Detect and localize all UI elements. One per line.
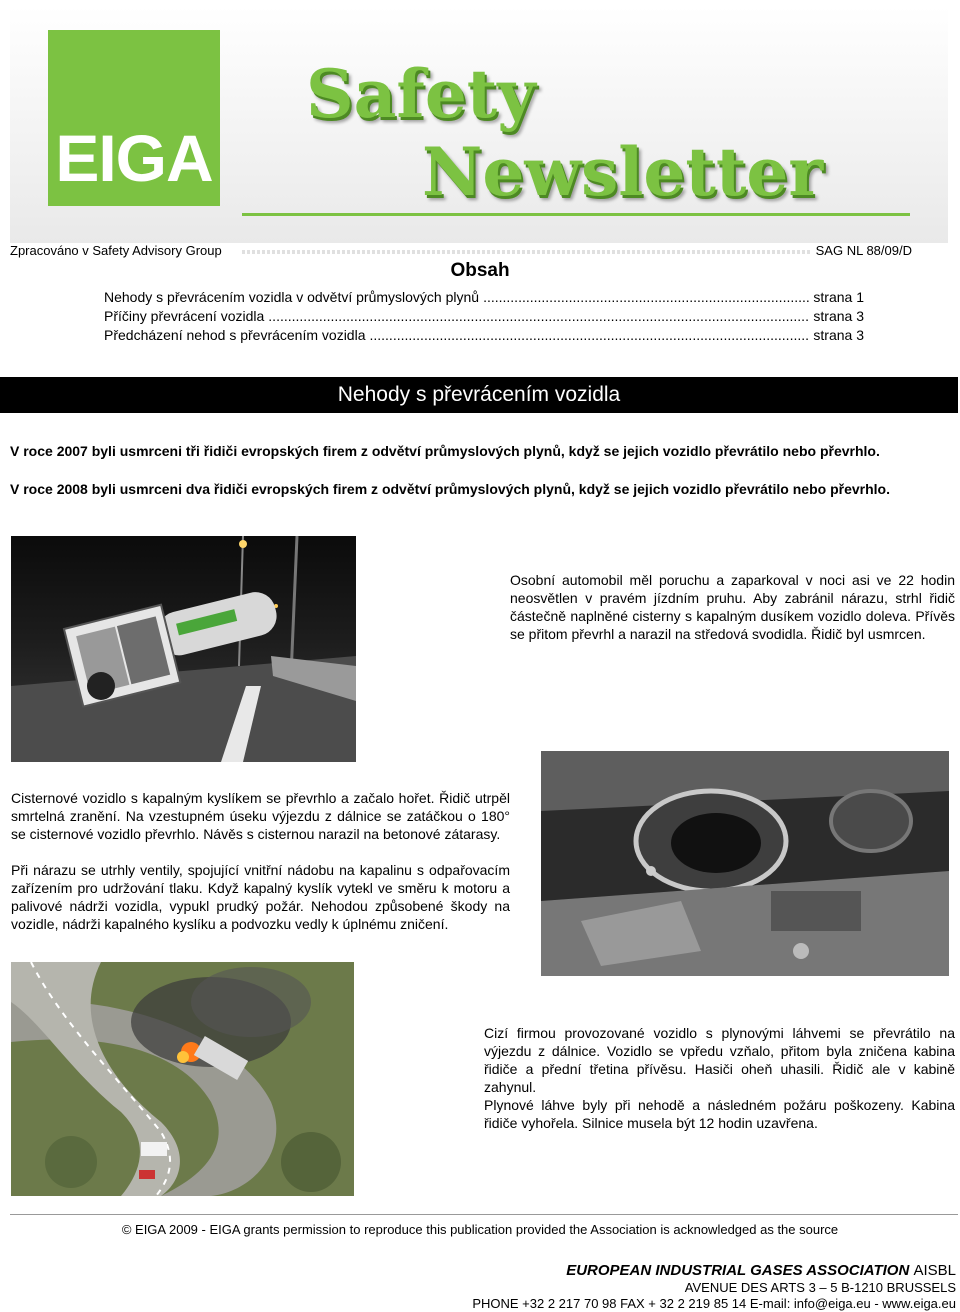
case1-text: Osobní automobil měl poruchu a zaparkoval v noci asi ve 22 hodin neosvětlen v pravém jízdním pruhu. Aby zabránil nárazu, strhl řidič částečně naplněné cisterny s kapalným dusíkem vozidlo doleva. Přívěs se přitom převrhl a narazil na středová svodidla. Řidič byl usmrcen. bbox=[510, 572, 955, 642]
newsletter-ref: SAG NL 88/09/D bbox=[815, 243, 912, 258]
title-safety: Safety bbox=[306, 55, 536, 133]
contents-title: Obsah bbox=[450, 260, 510, 281]
toc-page: strana 3 bbox=[813, 308, 864, 324]
title-underline bbox=[242, 213, 910, 216]
table-of-contents bbox=[104, 288, 864, 345]
toc-label: Předcházení nehod s převrácením vozidla bbox=[104, 327, 366, 343]
photo-burned-tanker-svg bbox=[541, 751, 949, 976]
association-contact: PHONE +32 2 217 70 98 FAX + 32 2 219 85 14 E-mail: info@eiga.eu - www.eiga.eu bbox=[472, 1296, 956, 1311]
case2-text-b: Při nárazu se utrhly ventily, spojující vnitřní nádobu na kapalinu s odpařovacím zařízením pro udržování tlaku. Když kapalný kyslík vytekl ve směru k motoru a palivové nádrži vozidla, vypukl prudký požár. Nehodou způsobené škody na vozidle, nádrži kapalného kyslíku a podvozku vedly k úplnému zničení. bbox=[11, 862, 510, 932]
association-suffix: AISBL bbox=[913, 1262, 956, 1279]
header-subline bbox=[10, 242, 912, 260]
intro-2007: V roce 2007 byli usmrceni tři řidiči evropských firem z odvětví průmyslových plynů, když se jejich vozidlo převrátilo nebo převrhlo. bbox=[10, 443, 880, 459]
toc-item bbox=[104, 307, 864, 326]
photo-aerial-burning-truck bbox=[11, 962, 354, 1196]
copyright-notice: © EIGA 2009 - EIGA grants permission to reproduce this publication provided the Association is acknowledged as the source bbox=[121, 1222, 839, 1237]
footer-rule bbox=[10, 1214, 958, 1215]
photo-overturned-tanker-night bbox=[11, 536, 356, 762]
association-name-text: EUROPEAN INDUSTRIAL GASES ASSOCIATION bbox=[566, 1262, 910, 1279]
toc-page: strana 3 bbox=[813, 327, 864, 343]
title-newsletter: Newsletter bbox=[422, 133, 824, 211]
toc-label: Nehody s převrácením vozidla v odvětví průmyslových plynů bbox=[104, 289, 480, 305]
association-address: AVENUE DES ARTS 3 – 5 B-1210 BRUSSELS bbox=[684, 1280, 956, 1295]
photo-overturned-tanker-svg bbox=[11, 536, 356, 762]
eiga-logo-text: EIGA bbox=[55, 121, 213, 195]
toc-label: Příčiny převrácení vozidla bbox=[104, 308, 265, 324]
toc-dots bbox=[268, 307, 809, 326]
toc-item bbox=[104, 326, 864, 345]
toc-dots bbox=[369, 326, 809, 345]
toc-page: strana 1 bbox=[813, 289, 864, 305]
intro-2008: V roce 2008 byli usmrceni dva řidiči evropských firem z odvětví průmyslových plynů, když se jejich vozidlo převrátilo nebo převrhlo. bbox=[10, 481, 890, 497]
prepared-by: Zpracováno v Safety Advisory Group bbox=[10, 243, 222, 258]
section-title-banner: Nehody s převrácením vozidla bbox=[0, 377, 958, 413]
photo-aerial-burning-truck-svg bbox=[11, 962, 354, 1196]
toc-dots bbox=[483, 288, 809, 307]
photo-burned-tanker bbox=[541, 751, 949, 976]
subline-pattern bbox=[242, 250, 812, 254]
case2-text-a: Cisternové vozidlo s kapalným kyslíkem se převrhlo a začalo hořet. Řidič utrpěl smrtelná zranění. Na vzestupném úseku výjezdu z dálnice se zatáčkou o 180° se cisternové vozidlo převrhlo. Návěs s cisternou narazil na betonové zátarasy. bbox=[11, 790, 510, 842]
case3-text-a: Cizí firmou provozované vozidlo s plynovými láhvemi se převrátilo na výjezdu z dálnice. Vozidlo se vpředu vzňalo, přitom byla zničena kabina řidiče a přední třetina přívěsu. Hasiči oheň uhasili. Řidič ale v kabině zahynul. bbox=[484, 1025, 955, 1095]
toc-item bbox=[104, 288, 864, 307]
case3-text-b: Plynové láhve byly při nehodě a následném požáru poškozeny. Kabina řidiče vyhořela. Silnice musela být 12 hodin uzavřena. bbox=[484, 1097, 955, 1131]
association-name bbox=[566, 1262, 956, 1279]
